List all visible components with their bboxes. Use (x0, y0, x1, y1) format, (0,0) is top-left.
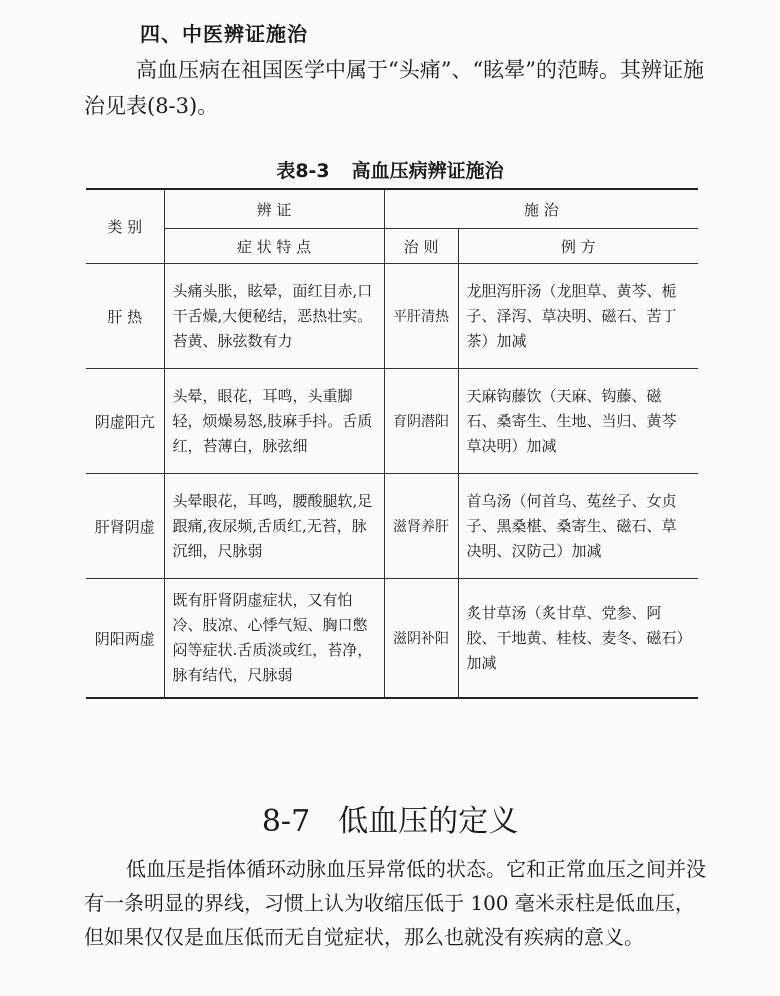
row-principle: 育阴潜阳 (384, 369, 458, 474)
header-symptoms: 症 状 特 点 (164, 229, 384, 264)
row-category: 阴阳两虚 (86, 579, 164, 699)
section-heading: 四、中医辨证施治 (140, 22, 308, 46)
table-caption-title: 高血压病辨证施治 (351, 160, 504, 182)
table-row (86, 474, 698, 579)
subsection-title (0, 796, 780, 840)
table-caption (0, 156, 780, 183)
definition-paragraph: 低血压是指体循环动脉血压异常低的状态。它和正常血压之间并没有一条明显的界线，习惯上认为收缩压低于 100 毫米汞柱是低血压，但如果仅仅是血压低而无自觉症状，那么也就没有疾病的意义。 (84, 857, 706, 949)
row-category: 肝 热 (86, 264, 164, 369)
row-principle: 平肝清热 (384, 264, 458, 369)
row-prescription: 龙胆泻肝汤（龙胆草、黄芩、栀子、泽泻、草决明、磁石、苦丁茶）加减 (458, 264, 698, 369)
row-symptoms: 头痛头胀，眩晕，面红目赤,口干舌燥,大便秘结，恶热壮实。苔黄、脉弦数有力 (164, 264, 384, 369)
row-symptoms: 头晕，眼花，耳鸣，头重脚轻，烦燥易怒,肢麻手抖。舌质红，苔薄白，脉弦细 (164, 369, 384, 474)
row-category: 肝肾阴虚 (86, 474, 164, 579)
header-principle: 治 则 (384, 229, 458, 264)
row-category: 阴虚阳亢 (86, 369, 164, 474)
row-prescription: 首乌汤（何首乌、菟丝子、女贞子、黑桑椹、桑寄生、磁石、草决明、汉防己）加减 (458, 474, 698, 579)
row-principle: 滋肾养肝 (384, 474, 458, 579)
header-differentiation: 辨 证 (164, 189, 384, 229)
table-row (86, 579, 698, 699)
header-category: 类 别 (86, 189, 164, 264)
header-treatment: 施 治 (384, 189, 698, 229)
header-prescription: 例 方 (458, 229, 698, 264)
subsection-title-text: 低血压的定义 (338, 804, 519, 839)
subsection-number: 8-7 (261, 804, 311, 839)
row-prescription: 炙甘草汤（炙甘草、党参、阿胶、干地黄、桂枝、麦冬、磁石）加减 (458, 579, 698, 699)
table-caption-number: 表8-3 (276, 160, 330, 182)
syndrome-treatment-table (86, 188, 698, 699)
intro-paragraph: 高血压病在祖国医学中属于“头痛”、“眩晕”的范畴。其辨证施治见表(8-3)。 (84, 58, 704, 118)
row-symptoms: 既有肝肾阴虚症状，又有怕冷、肢凉、心悸气短、胸口憋闷等症状.舌质淡或红，苔净，脉有结代，尺脉弱 (164, 579, 384, 699)
row-symptoms: 头晕眼花，耳鸣，腰酸腿软,足跟痛,夜尿频,舌质红,无苔，脉沉细，尺脉弱 (164, 474, 384, 579)
row-principle: 滋阴补阳 (384, 579, 458, 699)
row-prescription: 天麻钩藤饮（天麻、钩藤、磁石、桑寄生、生地、当归、黄芩草决明）加减 (458, 369, 698, 474)
table-row (86, 264, 698, 369)
table-row (86, 369, 698, 474)
